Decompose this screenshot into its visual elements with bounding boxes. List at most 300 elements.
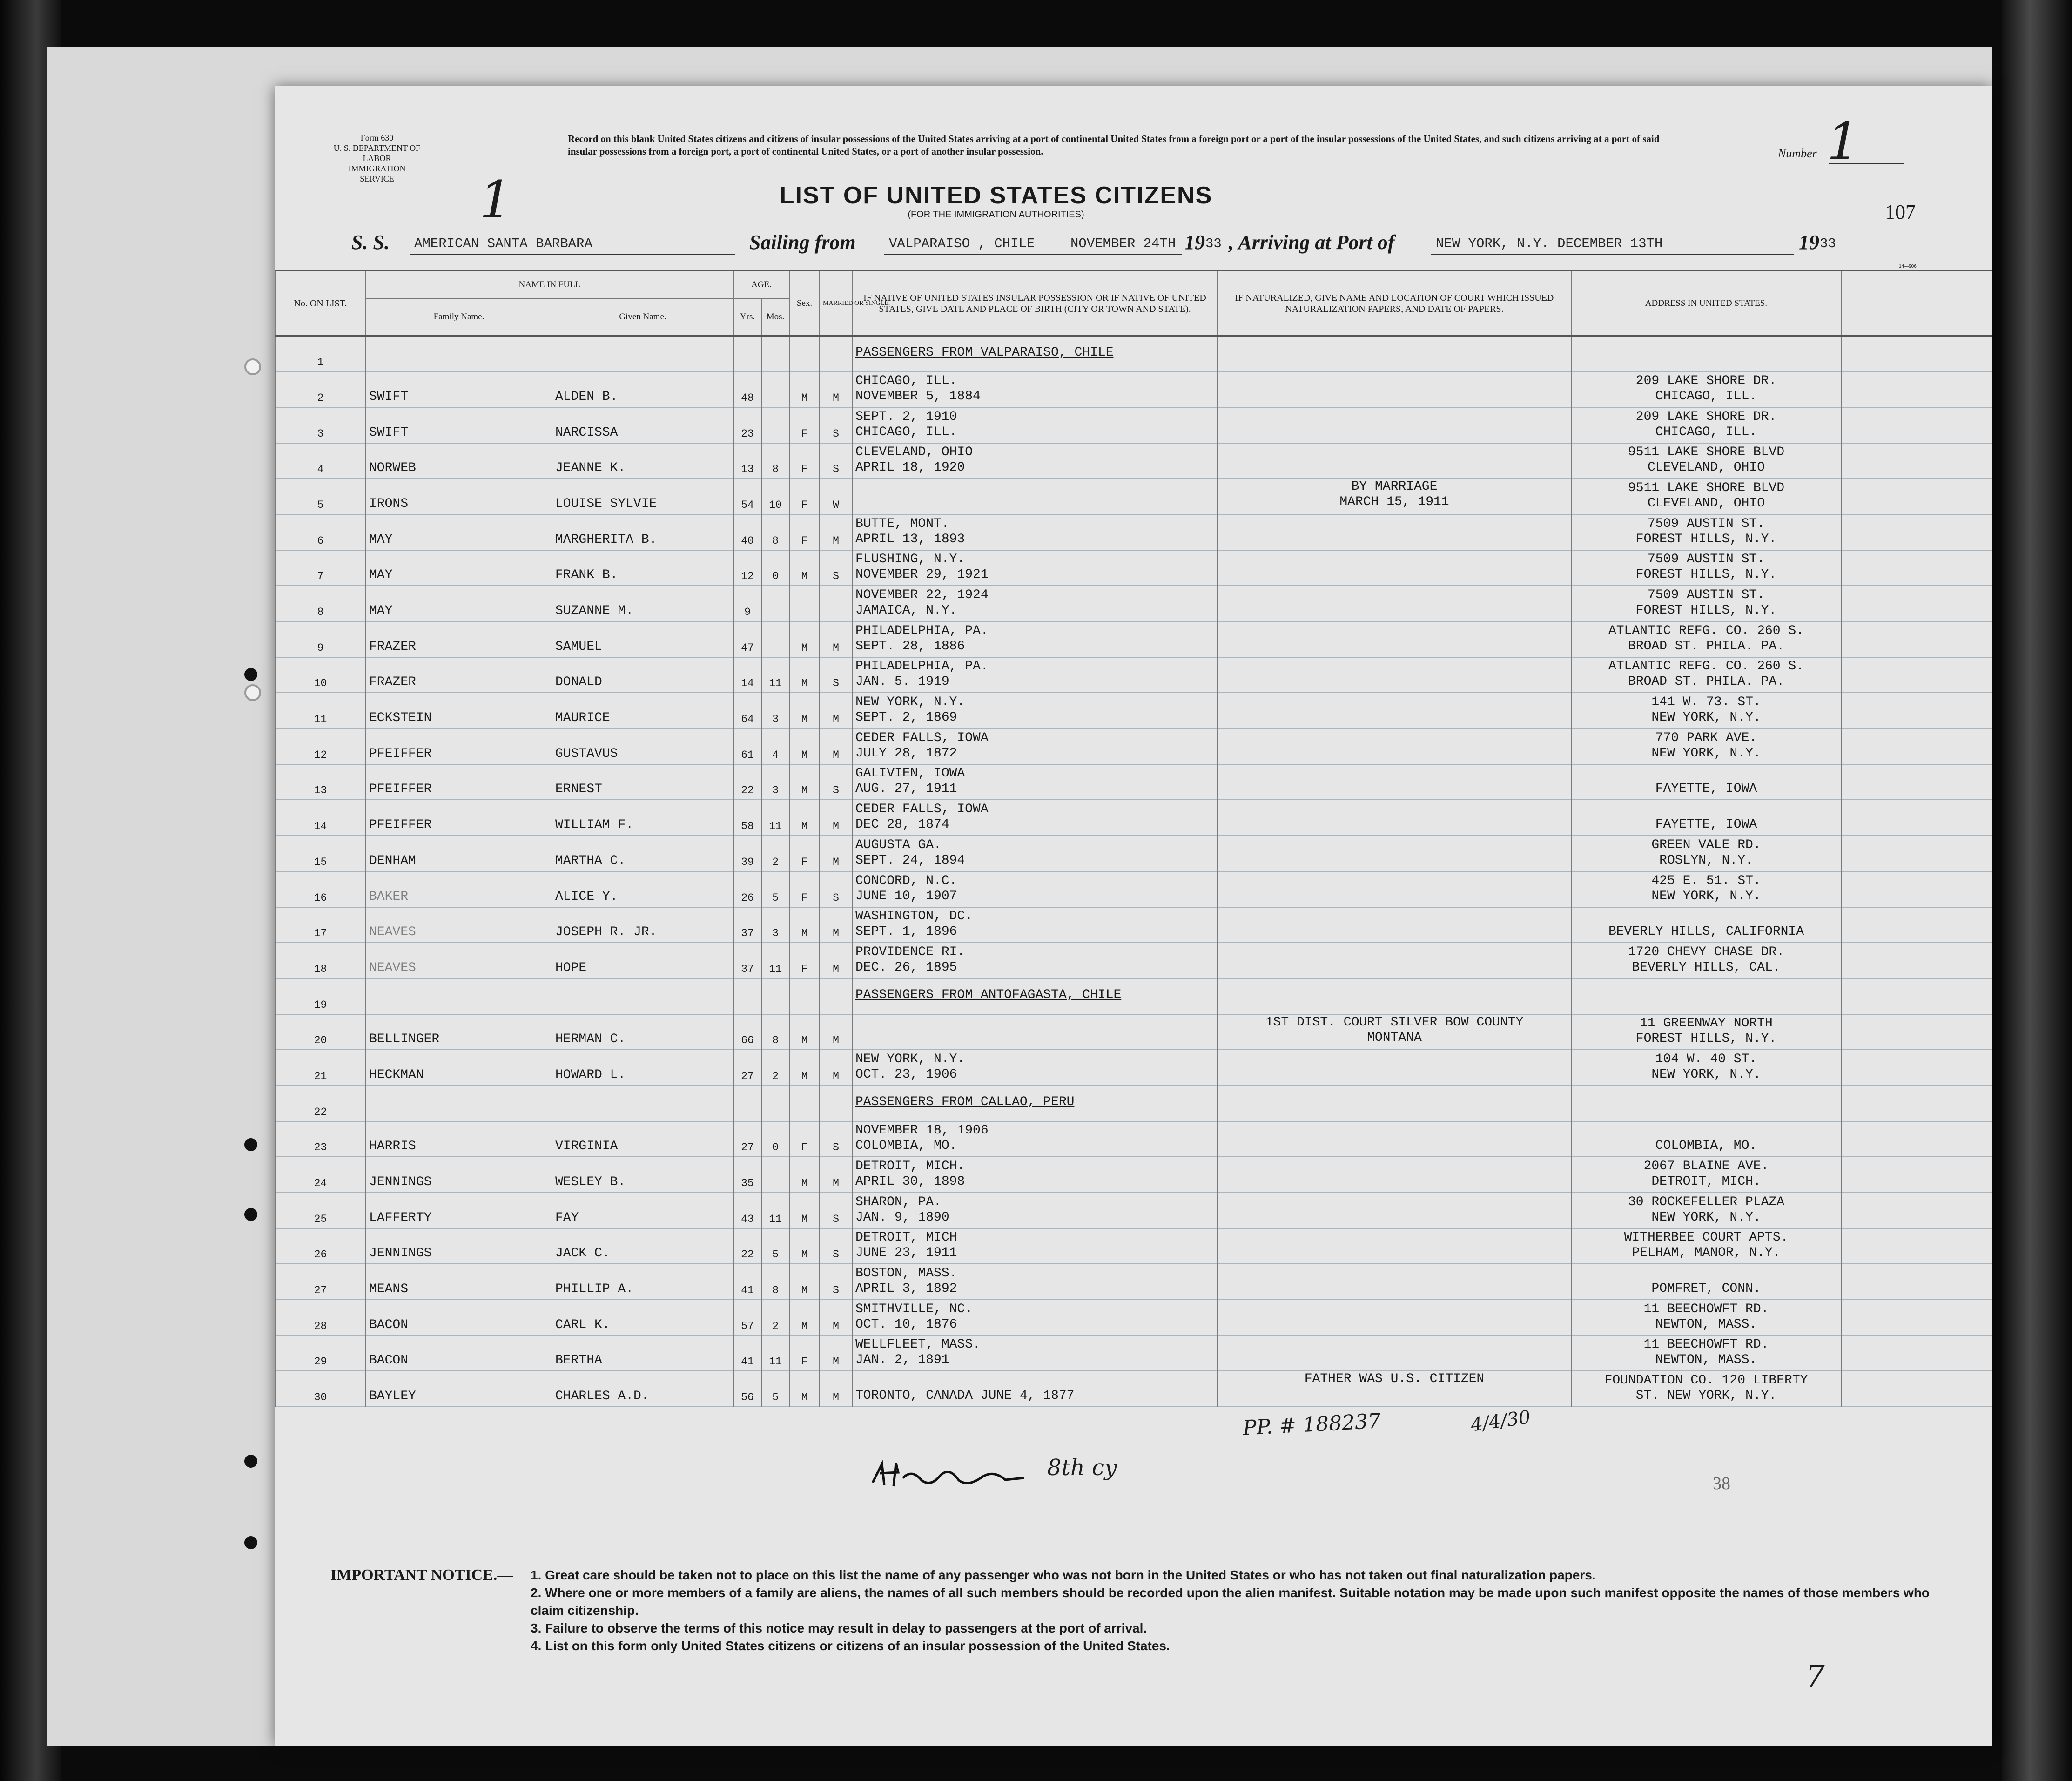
marital-status-cell: M [820, 729, 852, 764]
age-years-cell [733, 336, 761, 372]
blank-cell [1841, 621, 1992, 657]
given-name-cell: FRANK B. [552, 550, 733, 586]
age-months-cell: 11 [761, 1193, 789, 1228]
sex-cell: M [789, 1264, 820, 1300]
table-row [275, 907, 1992, 943]
age-years-cell: 41 [733, 1336, 761, 1371]
row-number-cell: 6 [275, 514, 366, 550]
sex-cell: M [789, 550, 820, 586]
notice-item: 1. Great care should be taken not to place on this list the name of any passenger who was not born in the United States or who has not taken out final naturalization papers. [531, 1568, 1596, 1582]
row-number-cell: 7 [275, 550, 366, 586]
family-name-cell: MAY [366, 550, 552, 586]
age-years-cell: 64 [733, 693, 761, 729]
birth-place-date-cell: TORONTO, CANADA JUNE 4, 1877 [852, 1371, 1218, 1407]
us-address-cell: 9511 LAKE SHORE BLVD CLEVELAND, OHIO [1571, 479, 1841, 514]
ship-underline [410, 254, 735, 255]
family-name-cell [366, 978, 552, 1014]
row-number-cell: 18 [275, 943, 366, 978]
naturalization-cell [1218, 1121, 1571, 1157]
family-name-cell: PFEIFFER [366, 729, 552, 764]
age-months-cell [761, 621, 789, 657]
us-address-cell: 141 W. 73. ST. NEW YORK, N.Y. [1571, 693, 1841, 729]
inspector-signature [870, 1459, 1033, 1492]
us-address-cell: 7509 AUSTIN ST. FOREST HILLS, N.Y. [1571, 514, 1841, 550]
table-row [275, 729, 1992, 764]
given-name-cell: FAY [552, 1193, 733, 1228]
marital-status-cell: S [820, 1228, 852, 1264]
row-number-cell: 29 [275, 1336, 366, 1371]
us-address-cell: 7509 AUSTIN ST. FOREST HILLS, N.Y. [1571, 550, 1841, 586]
us-address-cell [1571, 978, 1841, 1014]
birth-place-date-cell: SMITHVILLE, NC. OCT. 10, 1876 [852, 1300, 1218, 1336]
age-years-cell: 37 [733, 943, 761, 978]
sex-cell: F [789, 407, 820, 443]
table-row [275, 586, 1992, 621]
given-name-cell: SAMUEL [552, 621, 733, 657]
table-row [275, 800, 1992, 836]
age-years-cell: 61 [733, 729, 761, 764]
row-number-cell: 26 [275, 1228, 366, 1264]
row-number-cell: 17 [275, 907, 366, 943]
arrival-underline [1431, 254, 1794, 255]
row-number-cell: 28 [275, 1300, 366, 1336]
row-number-cell: 24 [275, 1157, 366, 1193]
manifest-page [275, 86, 1992, 1746]
birth-place-date-cell: NOVEMBER 22, 1924 JAMAICA, N.Y. [852, 586, 1218, 621]
table-row [275, 693, 1992, 729]
blank-cell [1841, 978, 1992, 1014]
us-address-cell: 9511 LAKE SHORE BLVD CLEVELAND, OHIO [1571, 443, 1841, 479]
table-row [275, 407, 1992, 443]
given-name-cell [552, 978, 733, 1014]
birth-place-date-cell: DETROIT, MICH. APRIL 30, 1898 [852, 1157, 1218, 1193]
blank-cell [1841, 1086, 1992, 1121]
binder-hole [244, 1208, 257, 1221]
blank-cell [1841, 871, 1992, 907]
birth-place-date-cell: CONCORD, N.C. JUNE 10, 1907 [852, 871, 1218, 907]
marital-status-cell: M [820, 514, 852, 550]
naturalization-cell [1218, 836, 1571, 871]
sex-cell: M [789, 1014, 820, 1050]
notice-item: 2. Where one or more members of a family are aliens, the names of all such members should be recorded upon the alien manifest. Suitable notation may be made upon such manifest opposite the names of those members who claim citizenship. [531, 1585, 1930, 1618]
list-number: 1 [1827, 112, 1859, 171]
naturalization-cell [1218, 871, 1571, 907]
us-address-cell: FOUNDATION CO. 120 LIBERTY ST. NEW YORK, N.Y. [1571, 1371, 1841, 1407]
family-name-cell: NORWEB [366, 443, 552, 479]
col-header-address-text: ADDRESS IN UNITED STATES. [1645, 298, 1768, 308]
marital-status-cell: S [820, 764, 852, 800]
naturalization-cell [1218, 1228, 1571, 1264]
family-name-cell: NEAVES [366, 943, 552, 978]
blank-cell [1841, 1371, 1992, 1407]
given-name-cell: PHILLIP A. [552, 1264, 733, 1300]
marital-status-cell: M [820, 1371, 852, 1407]
scan-frame-right [2002, 0, 2072, 1781]
birth-place-date-cell: WASHINGTON, DC. SEPT. 1, 1896 [852, 907, 1218, 943]
sex-cell: F [789, 479, 820, 514]
binder-hole [244, 358, 261, 375]
col-header-address [1571, 271, 1841, 336]
family-name-cell: FRAZER [366, 657, 552, 693]
col-header-months-text: Mos. [766, 312, 785, 322]
us-address-cell: POMFRET, CONN. [1571, 1264, 1841, 1300]
col-header-married-single-text: MARRIED OR SINGLE. [823, 299, 890, 307]
age-months-cell: 10 [761, 479, 789, 514]
sex-cell: F [789, 871, 820, 907]
age-years-cell: 37 [733, 907, 761, 943]
age-months-cell: 8 [761, 1014, 789, 1050]
printer-code: 14—906 [1899, 264, 1917, 269]
age-months-cell: 0 [761, 550, 789, 586]
age-months-cell: 5 [761, 871, 789, 907]
marital-status-cell: S [820, 407, 852, 443]
table-row [275, 1264, 1992, 1300]
marital-status-cell: M [820, 836, 852, 871]
notice-item: 3. Failure to observe the terms of this notice may result in delay to passengers at the port of arrival. [531, 1621, 1147, 1635]
passport-date: 4/4/30 [1469, 1406, 1532, 1436]
us-address-cell [1571, 1086, 1841, 1121]
col-header-given-name [552, 299, 733, 336]
family-name-cell: ECKSTEIN [366, 693, 552, 729]
ss-label: S. S. [351, 231, 390, 254]
sail-year: 33 [1205, 236, 1222, 251]
col-header-birth-text: IF NATIVE OF UNITED STATES INSULAR POSSESSION OR IF NATIVE OF UNITED STATES, GIVE DATE AND PLACE OF BIRTH (CITY OR TOWN AND STATE). [863, 292, 1206, 314]
marital-status-cell: M [820, 907, 852, 943]
given-name-cell: DONALD [552, 657, 733, 693]
table-row [275, 978, 1992, 1014]
birth-place-date-cell [852, 1014, 1218, 1050]
row-number-cell: 25 [275, 1193, 366, 1228]
number-label: Number [1778, 147, 1817, 160]
sex-cell [789, 586, 820, 621]
marital-status-cell [820, 1086, 852, 1121]
birth-place-date-cell: PHILADELPHIA, PA. JAN. 5. 1919 [852, 657, 1218, 693]
row-number-cell: 15 [275, 836, 366, 871]
family-name-cell: SWIFT [366, 371, 552, 407]
age-years-cell: 57 [733, 1300, 761, 1336]
document-subtitle: (FOR THE IMMIGRATION AUTHORITIES) [908, 209, 1084, 220]
form-instructions: Record on this blank United States citizens and citizens of insular possessions of the United States arriving at a port of continental United States from a foreign port or a port of the insular possessions of the United States, and such citizens arriving at a port of said insular possessions from a foreign port, a port of continental United States, or a port of another insular possession. [568, 133, 1660, 157]
table-row [275, 336, 1992, 372]
sex-cell: M [789, 1157, 820, 1193]
blank-cell [1841, 1264, 1992, 1300]
table-row [275, 1193, 1992, 1228]
sailing-from-label: Sailing from [749, 231, 856, 254]
given-name-cell: WESLEY B. [552, 1157, 733, 1193]
family-name-cell: HARRIS [366, 1121, 552, 1157]
family-name-cell: NEAVES [366, 907, 552, 943]
blank-cell [1841, 479, 1992, 514]
family-name-cell: SWIFT [366, 407, 552, 443]
birth-place-date-cell: PHILADELPHIA, PA. SEPT. 28, 1886 [852, 621, 1218, 657]
table-row [275, 514, 1992, 550]
naturalization-cell [1218, 514, 1571, 550]
table-row [275, 1228, 1992, 1264]
table-row [275, 871, 1992, 907]
birth-place-date-cell: PASSENGERS FROM VALPARAISO, CHILE [852, 336, 1218, 372]
naturalization-cell [1218, 550, 1571, 586]
col-header-married-single [820, 271, 890, 336]
blank-cell [1841, 943, 1992, 978]
age-months-cell: 5 [761, 1228, 789, 1264]
col-header-family-name-text: Family Name. [433, 312, 484, 322]
row-number-cell: 21 [275, 1050, 366, 1086]
table-row [275, 1157, 1992, 1193]
naturalization-cell [1218, 1050, 1571, 1086]
number-underline [1829, 163, 1904, 164]
given-name-cell: HOWARD L. [552, 1050, 733, 1086]
departure-port: VALPARAISO , CHILE [889, 236, 1035, 251]
naturalization-cell [1218, 371, 1571, 407]
naturalization-cell: FATHER WAS U.S. CITIZEN [1218, 1371, 1571, 1407]
row-number-cell: 3 [275, 407, 366, 443]
blank-cell [1841, 586, 1992, 621]
blank-cell [1841, 729, 1992, 764]
us-address-cell: 11 BEECHOWFT RD. NEWTON, MASS. [1571, 1300, 1841, 1336]
table-row [275, 443, 1992, 479]
table-row [275, 1014, 1992, 1050]
binder-hole [244, 1138, 257, 1151]
age-years-cell [733, 978, 761, 1014]
given-name-cell: MARGHERITA B. [552, 514, 733, 550]
age-months-cell: 2 [761, 1050, 789, 1086]
page-number: 107 [1885, 201, 1916, 223]
given-name-cell: JEANNE K. [552, 443, 733, 479]
blank-cell [1841, 1228, 1992, 1264]
blank-cell [1841, 371, 1992, 407]
age-years-cell: 27 [733, 1121, 761, 1157]
age-months-cell: 3 [761, 693, 789, 729]
marital-status-cell: S [820, 871, 852, 907]
marital-status-cell: W [820, 479, 852, 514]
row-number-cell: 4 [275, 443, 366, 479]
arrival-port: NEW YORK, N.Y. DECEMBER 13TH [1436, 236, 1663, 251]
marital-status-cell: M [820, 1336, 852, 1371]
signature-scrawl-icon [870, 1459, 1033, 1492]
sex-cell: M [789, 1050, 820, 1086]
us-address-cell: 11 GREENWAY NORTH FOREST HILLS, N.Y. [1571, 1014, 1841, 1050]
birth-place-date-cell: CHICAGO, ILL. NOVEMBER 5, 1884 [852, 371, 1218, 407]
sex-cell: M [789, 1371, 820, 1407]
family-name-cell: HECKMAN [366, 1050, 552, 1086]
table-row [275, 550, 1992, 586]
blank-cell [1841, 1121, 1992, 1157]
col-header-name-in-full-text: NAME IN FULL [518, 279, 581, 290]
age-years-cell: 27 [733, 1050, 761, 1086]
age-years-cell: 9 [733, 586, 761, 621]
row-number-cell: 30 [275, 1371, 366, 1407]
given-name-cell: JACK C. [552, 1228, 733, 1264]
binder-hole [244, 1536, 257, 1549]
blank-cell [1841, 907, 1992, 943]
given-name-cell: BERTHA [552, 1336, 733, 1371]
table-row [275, 479, 1992, 514]
us-address-cell: 2067 BLAINE AVE. DETROIT, MICH. [1571, 1157, 1841, 1193]
notice-items [531, 1566, 1936, 1655]
table-row [275, 371, 1992, 407]
sex-cell: M [789, 764, 820, 800]
service-name: IMMIGRATION SERVICE [348, 164, 406, 183]
birth-place-date-cell: PROVIDENCE RI. DEC. 26, 1895 [852, 943, 1218, 978]
family-name-cell: PFEIFFER [366, 764, 552, 800]
naturalization-cell [1218, 729, 1571, 764]
marital-status-cell: M [820, 943, 852, 978]
family-name-cell: BACON [366, 1300, 552, 1336]
marital-status-cell: M [820, 1157, 852, 1193]
blank-cell [1841, 407, 1992, 443]
birth-place-date-cell: CEDER FALLS, IOWA DEC 28, 1874 [852, 800, 1218, 836]
us-address-cell: 11 BEECHOWFT RD. NEWTON, MASS. [1571, 1336, 1841, 1371]
marital-status-cell: M [820, 800, 852, 836]
sex-cell: M [789, 371, 820, 407]
arriving-label: , Arriving at Port of [1229, 231, 1395, 254]
col-header-naturalized [1218, 271, 1571, 336]
age-years-cell: 54 [733, 479, 761, 514]
blank-cell [1841, 800, 1992, 836]
given-name-cell [552, 336, 733, 372]
family-name-cell: FRAZER [366, 621, 552, 657]
family-name-cell: MEANS [366, 1264, 552, 1300]
marital-status-cell [820, 336, 852, 372]
naturalization-cell [1218, 693, 1571, 729]
birth-place-date-cell: NEW YORK, N.Y. OCT. 23, 1906 [852, 1050, 1218, 1086]
age-months-cell [761, 407, 789, 443]
sex-cell: M [789, 800, 820, 836]
age-years-cell: 23 [733, 407, 761, 443]
naturalization-cell [1218, 943, 1571, 978]
form-number: Form 630 [360, 133, 394, 142]
blank-cell [1841, 1193, 1992, 1228]
row-number-cell: 10 [275, 657, 366, 693]
table-row [275, 657, 1992, 693]
sex-cell: M [789, 621, 820, 657]
given-name-cell: NARCISSA [552, 407, 733, 443]
age-months-cell [761, 371, 789, 407]
birth-place-date-cell: BOSTON, MASS. APRIL 3, 1892 [852, 1264, 1218, 1300]
us-address-cell: 209 LAKE SHORE DR. CHICAGO, ILL. [1571, 407, 1841, 443]
blank-cell [1841, 336, 1992, 372]
naturalization-cell [1218, 764, 1571, 800]
age-years-cell: 41 [733, 1264, 761, 1300]
stamped-tally: 38 [1713, 1474, 1730, 1493]
passenger-rows [275, 336, 1992, 1407]
marital-status-cell: M [820, 693, 852, 729]
blank-cell [1841, 550, 1992, 586]
marital-status-cell: M [820, 1300, 852, 1336]
sex-cell: F [789, 943, 820, 978]
age-years-cell: 13 [733, 443, 761, 479]
blank-cell [1841, 1014, 1992, 1050]
naturalization-cell [1218, 621, 1571, 657]
row-number-cell: 19 [275, 978, 366, 1014]
us-address-cell: FAYETTE, IOWA [1571, 764, 1841, 800]
us-address-cell: 770 PARK AVE. NEW YORK, N.Y. [1571, 729, 1841, 764]
col-header-sex [789, 271, 820, 336]
col-header-given-name-text: Given Name. [619, 312, 666, 322]
birth-place-date-cell: SEPT. 2, 1910 CHICAGO, ILL. [852, 407, 1218, 443]
naturalization-cell [1218, 1264, 1571, 1300]
row-number-cell: 22 [275, 1086, 366, 1121]
age-years-cell: 66 [733, 1014, 761, 1050]
age-years-cell: 35 [733, 1157, 761, 1193]
family-name-cell: BAYLEY [366, 1371, 552, 1407]
port-underline [884, 254, 1182, 255]
sex-cell [789, 978, 820, 1014]
col-header-years [733, 299, 761, 336]
age-months-cell: 2 [761, 836, 789, 871]
age-months-cell: 0 [761, 1121, 789, 1157]
age-months-cell: 11 [761, 1336, 789, 1371]
given-name-cell: VIRGINIA [552, 1121, 733, 1157]
marital-status-cell: S [820, 1264, 852, 1300]
us-address-cell [1571, 336, 1841, 372]
row-number-cell: 1 [275, 336, 366, 372]
marital-status-cell: S [820, 443, 852, 479]
naturalization-cell [1218, 1157, 1571, 1193]
age-months-cell: 2 [761, 1300, 789, 1336]
row-number-cell: 16 [275, 871, 366, 907]
col-header-age-text: AGE. [751, 279, 772, 290]
sex-cell: M [789, 657, 820, 693]
age-months-cell: 11 [761, 800, 789, 836]
row-number-cell: 14 [275, 800, 366, 836]
age-years-cell: 22 [733, 1228, 761, 1264]
age-months-cell: 8 [761, 1264, 789, 1300]
table-row [275, 943, 1992, 978]
sex-cell: F [789, 443, 820, 479]
naturalization-cell [1218, 1086, 1571, 1121]
marital-status-cell: M [820, 371, 852, 407]
age-years-cell: 14 [733, 657, 761, 693]
table-row [275, 836, 1992, 871]
birth-place-date-cell: DETROIT, MICH JUNE 23, 1911 [852, 1228, 1218, 1264]
us-address-cell: ATLANTIC REFG. CO. 260 S. BROAD ST. PHILA. PA. [1571, 621, 1841, 657]
naturalization-cell [1218, 657, 1571, 693]
col-header-no-text: No. ON LIST. [294, 298, 347, 309]
passport-note: PP. # 188237 [1242, 1409, 1382, 1440]
age-years-cell: 39 [733, 836, 761, 871]
us-address-cell: 425 E. 51. ST. NEW YORK, N.Y. [1571, 871, 1841, 907]
row-number-cell: 20 [275, 1014, 366, 1050]
col-header-no [275, 271, 366, 336]
age-months-cell: 8 [761, 443, 789, 479]
birth-place-date-cell: SHARON, PA. JAN. 9, 1890 [852, 1193, 1218, 1228]
birth-place-date-cell: AUGUSTA GA. SEPT. 24, 1894 [852, 836, 1218, 871]
marital-status-cell: S [820, 1121, 852, 1157]
us-address-cell: GREEN VALE RD. ROSLYN, N.Y. [1571, 836, 1841, 871]
row-number-cell: 23 [275, 1121, 366, 1157]
col-header-months [761, 299, 789, 336]
naturalization-cell [1218, 907, 1571, 943]
row-number-cell: 12 [275, 729, 366, 764]
row-number-cell: 9 [275, 621, 366, 657]
table-row [275, 1050, 1992, 1086]
marital-status-cell: S [820, 550, 852, 586]
age-years-cell: 56 [733, 1371, 761, 1407]
naturalization-cell: 1ST DIST. COURT SILVER BOW COUNTY MONTANA [1218, 1014, 1571, 1050]
naturalization-cell [1218, 586, 1571, 621]
birth-place-date-cell: FLUSHING, N.Y. NOVEMBER 29, 1921 [852, 550, 1218, 586]
notice-block [330, 1566, 1936, 1655]
birth-place-date-cell: CEDER FALLS, IOWA JULY 28, 1872 [852, 729, 1218, 764]
row-number-cell: 5 [275, 479, 366, 514]
col-header-years-text: Yrs. [740, 312, 755, 322]
us-address-cell: 209 LAKE SHORE DR. CHICAGO, ILL. [1571, 371, 1841, 407]
blank-cell [1841, 1336, 1992, 1371]
table-row [275, 1121, 1992, 1157]
family-name-cell: MAY [366, 586, 552, 621]
naturalization-cell [1218, 800, 1571, 836]
